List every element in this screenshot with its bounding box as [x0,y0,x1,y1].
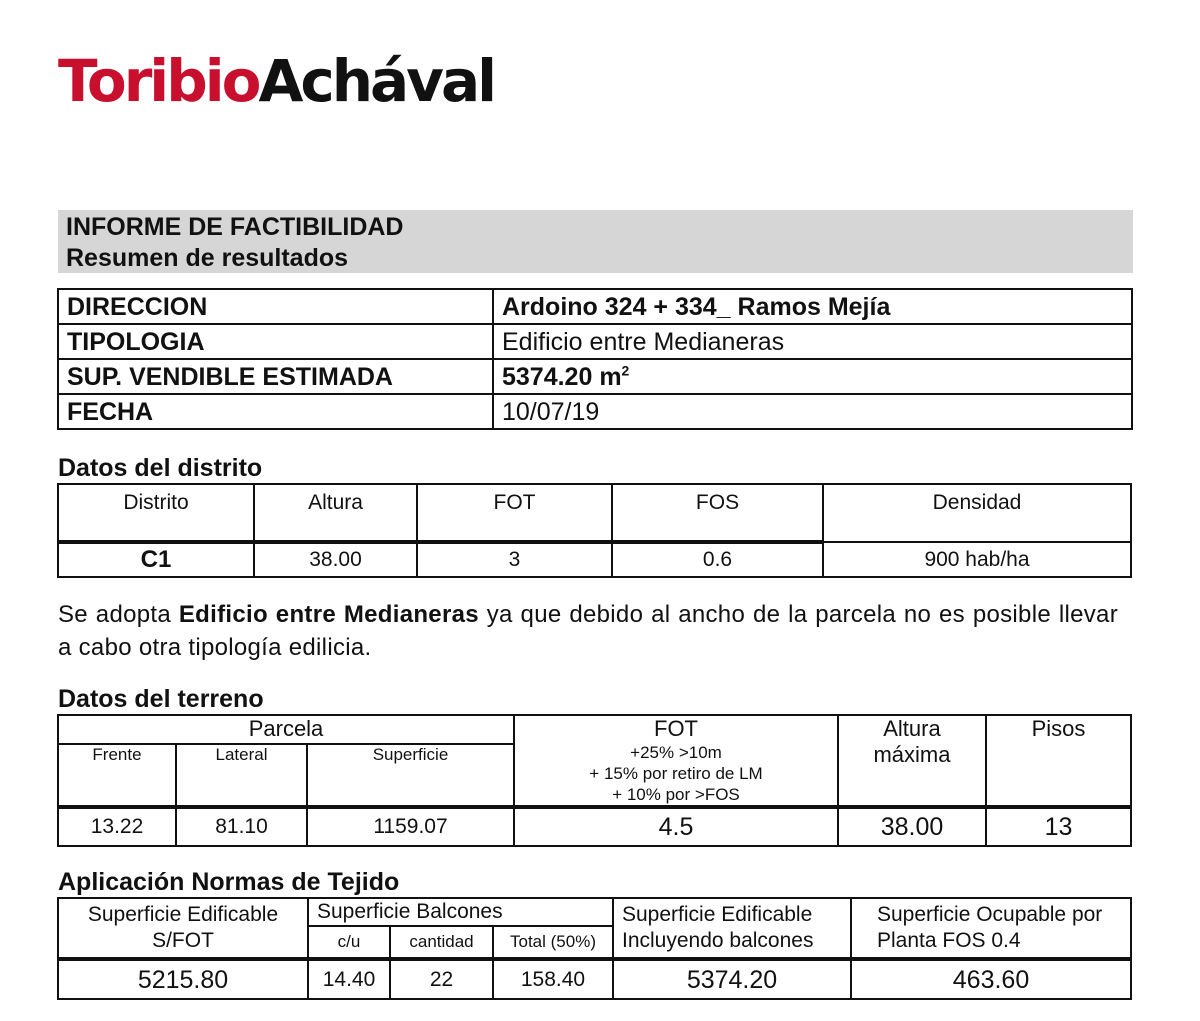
fecha-label: FECHA [58,394,493,429]
info-row-fecha [58,394,1132,429]
densidad-header: Densidad [823,484,1131,542]
paragraph-pre: Se adopta [58,601,179,628]
sup-incl-header-cell [613,898,851,959]
info-row-sup [58,359,1132,394]
altura-value: 38.00 [254,542,417,577]
altura-max-value: 38.00 [838,807,986,846]
terreno-title: Datos del terreno [58,685,264,713]
tejido-title: Aplicación Normas de Tejido [58,868,400,896]
distrito-header: Distrito [58,484,254,542]
balcones-header: Superficie Balcones [308,898,613,926]
pisos-header: Pisos [986,715,1131,807]
cantidad-value: 22 [390,959,493,999]
fot-note-3: + 10% por >FOS [612,785,740,804]
cu-header: c/u [308,926,390,959]
info-row-tipologia [58,324,1132,359]
sup-ocup-header-2: Planta FOS 0.4 [877,929,1021,952]
superficie-header: Superficie [307,744,514,807]
sup-edif-header-2: S/FOT [152,929,214,952]
altura-header-cell [838,715,986,807]
densidad-value: 900 hab/ha [823,542,1131,577]
report-subtitle: Resumen de resultados [66,244,349,272]
sup-incl-header: Superficie Edificable [622,903,813,926]
tipologia-value: Edificio entre Medianeras [493,324,1132,359]
cu-value: 14.40 [308,959,390,999]
total-header: Total (50%) [493,926,613,959]
fecha-value: 10/07/19 [493,394,1132,429]
lateral-header: Lateral [176,744,307,807]
sup-unit-exponent: 2 [621,362,630,379]
frente-header: Frente [58,744,176,807]
parcela-header: Parcela [58,715,514,744]
tejido-value-row [58,959,1131,999]
sup-ocup-value: 463.60 [851,959,1131,999]
distrito-value-row [58,542,1131,577]
fot-terreno-value: 4.5 [514,807,838,846]
tejido-table [57,897,1132,1000]
report-title: INFORME DE FACTIBILIDAD [66,213,404,241]
fot-value: 3 [417,542,612,577]
info-row-direccion [58,289,1132,324]
fot-note-2: + 15% por retiro de LM [589,764,763,783]
sup-edif-header: Superficie Edificable [87,903,279,926]
distrito-table [57,483,1132,578]
sup-label: SUP. VENDIBLE ESTIMADA [58,359,493,394]
terreno-header-row-1 [58,715,1131,744]
frente-value: 13.22 [58,807,176,846]
distrito-header-row [58,484,1131,542]
sup-incl-value: 5374.20 [613,959,851,999]
distrito-title: Datos del distrito [58,454,263,482]
fot-header: FOT [417,484,612,542]
fos-value: 0.6 [612,542,823,577]
direccion-label: DIRECCION [58,289,493,324]
terreno-table [57,714,1132,847]
logo-part-achaval: Achával [258,47,494,115]
tipologia-label: TIPOLOGIA [58,324,493,359]
total-value: 158.40 [493,959,613,999]
info-table [57,288,1133,430]
brand-logo [58,47,494,115]
sup-edif-value: 5215.80 [58,959,308,999]
logo-part-toribio: Toribio [58,47,259,115]
pisos-value: 13 [986,807,1131,846]
paragraph-bold: Edificio entre Medianeras [178,601,479,628]
paragraph-post: ya que debido al ancho de la parcela no es posible llevar a cabo otra tipología edilicia. [58,601,1118,661]
fot-note-1: +25% >10m [630,743,722,762]
fot-header: FOT [654,716,698,741]
tipologia-paragraph [58,598,1118,664]
cantidad-header: cantidad [390,926,493,959]
sup-ocup-header-cell [851,898,1131,959]
distrito-value: C1 [58,542,254,577]
altura-header-2: máxima [873,742,951,767]
direccion-value: Ardoino 324 + 334_ Ramos Mejía [493,289,1132,324]
fos-header: FOS [612,484,823,542]
sup-incl-header-2: Incluyendo balcones [622,929,814,952]
sup-ocup-header: Superficie Ocupable por [877,903,1103,926]
sup-cell [493,359,1132,394]
tejido-header-row-1 [58,898,1131,926]
superficie-value: 1159.07 [307,807,514,846]
sup-edif-header-cell [58,898,308,959]
terreno-value-row [58,807,1131,846]
fot-header-cell [514,715,838,807]
lateral-value: 81.10 [176,807,307,846]
report-header [58,210,1133,273]
altura-header: Altura [254,484,417,542]
sup-value: 5374.20 m [502,362,622,391]
altura-header: Altura [883,716,941,741]
